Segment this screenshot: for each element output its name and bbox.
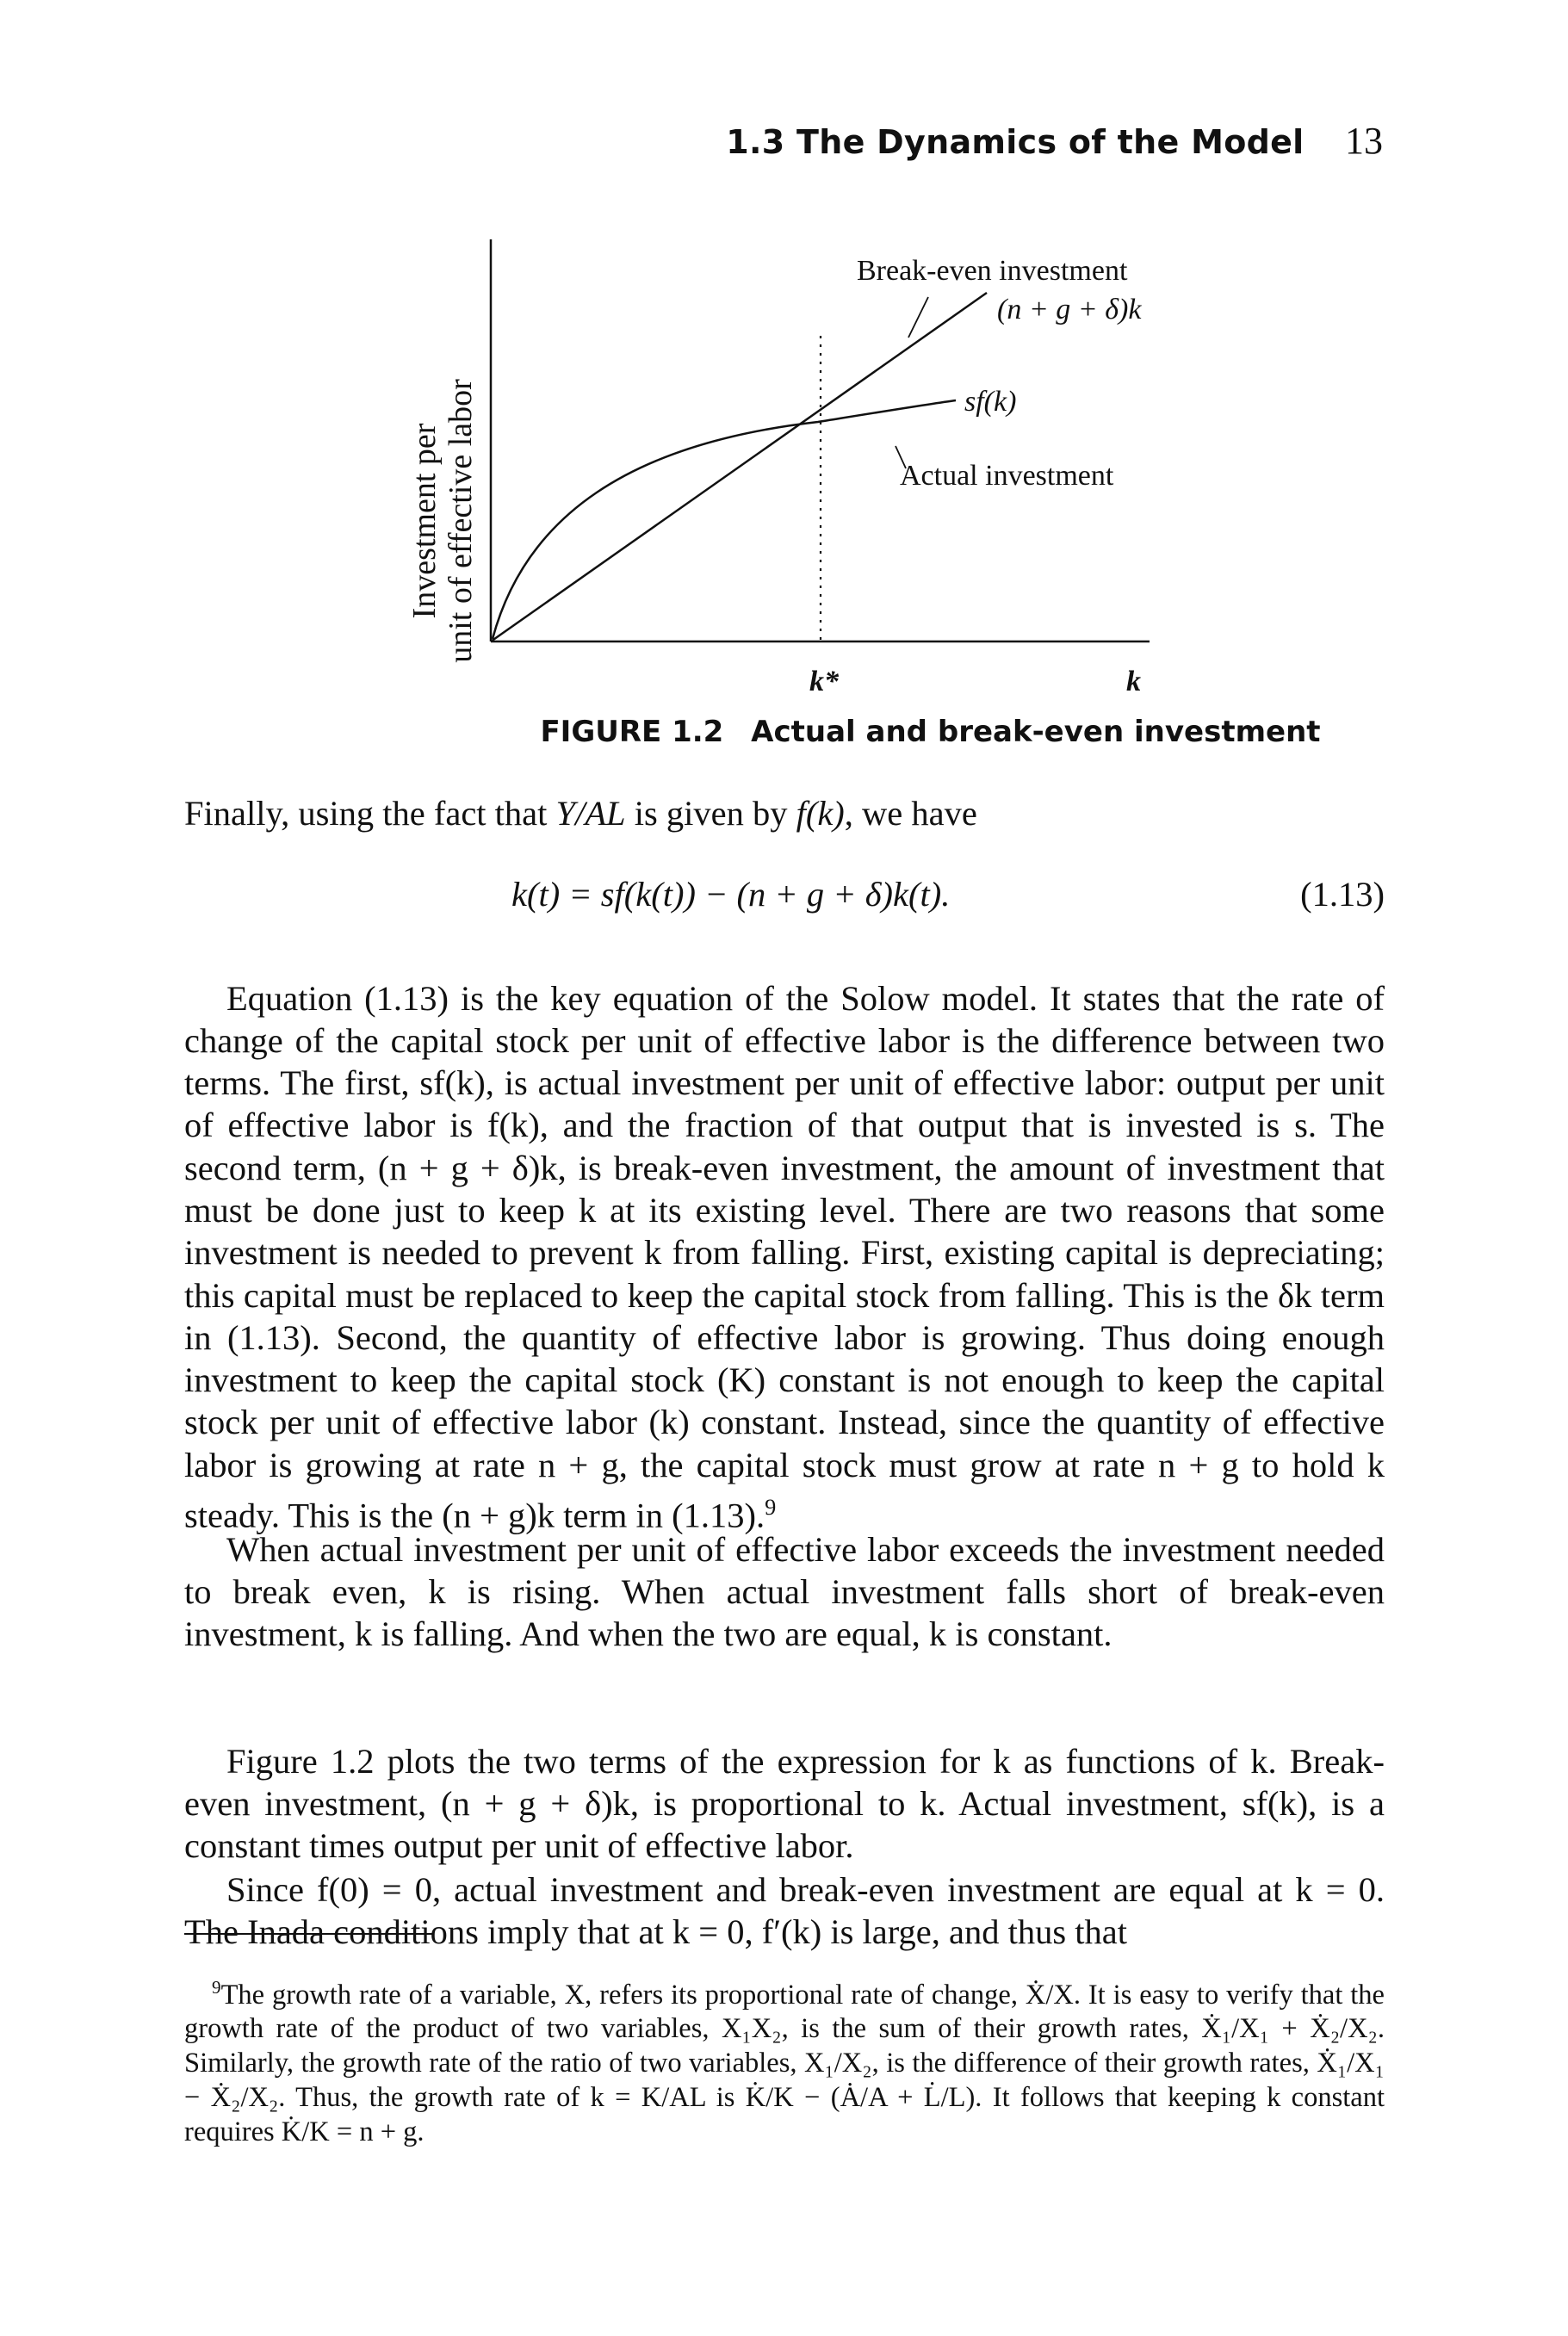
actual-investment-label: Actual investment (900, 460, 1114, 492)
intro-text-b: is given by (625, 794, 796, 833)
figure-caption (0, 715, 1568, 749)
equation-body: k(t) = sf(k(t)) − (n + g + δ)k(t). (511, 875, 951, 914)
footnote-reference: 9 (765, 1495, 777, 1521)
paragraph-2: When actual investment per unit of effective labor exceeds the investment needed to break even, k is rising. When actual investment falls short of break-even investment, k is falling. And when the two are equal, k is constant. (184, 1529, 1385, 1654)
intro-paragraph (184, 792, 1385, 834)
footnote-mark: 9 (212, 1976, 221, 1998)
caption-text: Actual and break-even investment (751, 715, 1321, 749)
actual-investment-curve (493, 400, 956, 639)
breakeven-label: Break-even investment (857, 255, 1128, 287)
figure-1-2 (379, 232, 1240, 715)
breakeven-leader (908, 297, 928, 338)
equation-number: (1.13) (1300, 875, 1385, 914)
kstar-label: k* (809, 666, 839, 697)
running-head-title: 1.3 The Dynamics of the Model (726, 123, 1305, 161)
caption-number: FIGURE 1.2 (540, 715, 724, 749)
x-axis-label: k (1126, 666, 1141, 697)
sfk-label: sf(k) (964, 386, 1017, 418)
paragraph-1 (184, 977, 1385, 1537)
footnote-rule (184, 1933, 434, 1935)
y-axis-label-line1: Investment per (406, 423, 443, 619)
intro-math-yal: Y/AL (555, 794, 626, 833)
running-head (726, 119, 1383, 163)
paragraph-1-text: Equation (1.13) is the key equation of the Solow model. It states that the rate of change of the capital stock per unit of effective labor is the difference between two terms. The first, sf(k), is actual investment per unit of effective labor: output per unit of effective labor is f(k), and the fraction of that output that is invested is s. The second term, (n + g + δ)k, is break-even investment, the amount of investment that must be done just to keep k at its existing level. There are two reasons that some investment is needed to prevent k from falling. First, existing capital is depreciating; this capital must be replaced to keep the capital stock from falling. This is the δk term in (1.13). Second, the quantity of effective labor is growing. Thus doing enough investment to keep the capital stock (K) constant is not enough to keep the capital stock per unit of effective labor (k) constant. Instead, since the quantity of effective labor is growing at rate n + g, the capital stock must grow at rate n + g to hold k steady. This is the (n + g)k term in (1.13). (184, 978, 1385, 1535)
intro-math-fk: f(k) (796, 794, 845, 833)
intro-text-c: , we have (844, 794, 977, 833)
breakeven-formula: (n + g + δ)k (997, 294, 1142, 325)
footnote-9 (184, 1970, 1385, 2150)
page-number: 13 (1345, 120, 1383, 162)
paragraph-4: Since f(0) = 0, actual investment and break-even investment are equal at k = 0. The Inada conditions imply that at k = 0, f′(k) is large, and thus that (184, 1869, 1385, 1951)
intro-text-a: Finally, using the fact that (184, 794, 556, 833)
footnote-text: The growth rate of a variable, X, refers its proportional rate of change, Ẋ/X. It is easy to verify that the growth rate of the product of two variables, X₁X₂, is the sum of their growth rates, Ẋ₁/X₁ + Ẋ₂/X₂. Similarly, the growth rate of the ratio of two variables, X₁/X₂, is the difference of their growth rates, Ẋ₁/X₁ − Ẋ₂/X₂. Thus, the growth rate of k = K/AL is K̇/K − (Ȧ/A + L̇/L). It follows that keeping k constant requires K̇/K = n + g. (184, 1979, 1385, 2148)
y-axis-label-line2: unit of effective labor (443, 379, 479, 663)
paragraph-3: Figure 1.2 plots the two terms of the expression for k as functions of k. Break-even investment, (n + g + δ)k, is proportional to k. Actual investment, sf(k), is a constant times output per unit of effective labor. (184, 1741, 1385, 1866)
